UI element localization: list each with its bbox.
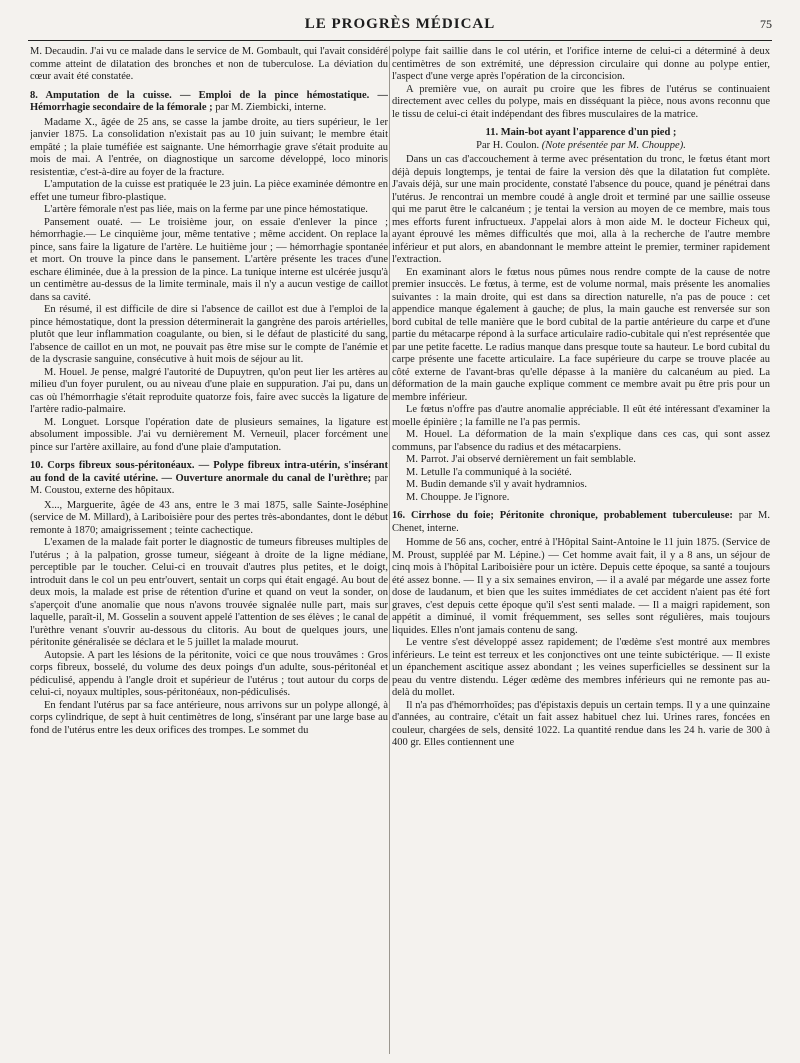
left-column <box>30 46 388 1054</box>
paragraph: M. Budin demande s'il y avait hydramnios. <box>406 479 587 490</box>
paragraph: L'examen de la malade fait porter le diagnostic de tumeurs fibreuses multiples de l'utérus ; à la palpation, grosse tumeur, siégeant à droite de la ligne médiane, perceptible par le toucher. Celui-ci en trouvait d'autres plus petites, et le doigt, introduit dans le col un peu entr'ouvert, sentait un corps qui était engagé. Au bout de deux mois, la malade est prise de rétention d'urine et quand on veut la sonder, on s'aperçoit d'une anomalie que nous n'avons trouvée signalée nulle part, mais sur laquelle, paraît-il, M. Gosselin a souvent appelé l'attention de ses élèves ; le canal de l'urèthre venant s'ouvrir au-dessous du clitoris. Au bout de quelques jours, une péritonite généralisée se déclara et le 5 juillet la malade mourut. <box>30 537 388 648</box>
paragraph: Il n'a pas d'hémorrhoïdes; pas d'épistaxis depuis un certain temps. Il y a une quinzaine d'années, au contraire, c'était un fait assez habituel chez lui. Urines rares, foncées en couleur, chargées de sels, densité 1022. La quantité rendue dans les 24 h. varie de 300 à 400 gr. Elles contiennent une <box>392 699 770 748</box>
paragraph: L'amputation de la cuisse est pratiquée le 23 juin. La pièce examinée démontre en effet une tumeur fibro-plastique. <box>30 179 388 203</box>
section-8-heading <box>30 90 388 115</box>
paragraph: A première vue, on aurait pu croire que les fibres de l'utérus se continuaient directement avec celles du polype, mais en disséquant la pièce, nous avons reconnu que le tissu de celui-ci était indépendant des fibres musculaires de la matrice. <box>392 83 770 120</box>
paragraph: Madame X., âgée de 25 ans, se casse la jambe droite, au tiers supérieur, le 1er janvier 1875. La consolidation n'existait pas au 10 juin suivant; le membre était empâté ; la plaie tuméfiée est saignante. Une hémorrhagie grave s'était produite au mois de mai. A l'entrée, on diagnostique un sarcome développé, loco minoris resistentiæ, c'est-à-dire au foyer de la fracture. <box>30 116 388 178</box>
section-author: Par H. Coulon. <box>476 139 540 151</box>
section-note: (Note présentée par M. Chouppe). <box>541 139 686 151</box>
section-title: 8. Amputation de la cuisse. — Emploi de la pince hémostatique. — Hémorrhagie secondaire de la fémorale ; <box>30 89 388 113</box>
paragraph: M. Letulle l'a communiqué à la société. <box>406 466 572 478</box>
section-title: 16. Cirrhose du foie; Péritonite chronique, probablement tuberculeuse: <box>392 510 733 521</box>
paragraph: M. Chouppe. Je l'ignore. <box>406 491 510 503</box>
section-author: par M. Coustou, externe des hôpitaux. <box>30 472 388 496</box>
paragraph: En fendant l'utérus par sa face antérieure, nous arrivons sur un polype allongé, à corps cylindrique, de sept à huit centimètres de long, s'insérant par une large base au fond de l'utérus entre les deux orifices des trompes. Le sommet du <box>30 699 388 736</box>
paragraph: Dans un cas d'accouchement à terme avec présentation du tronc, le fœtus étant mort déjà depuis longtemps, je tentai de faire la version dès que la dilatation fut complète. J'avais déjà, sur une main procidente, constaté l'absence du pouce, quand je pénétrai dans l'utérus. Je rencontrai un membre coudé à angle droit et terminé par une saillie osseuse qui me parut être le calcanéum ; je tentai la version au moyen de ce membre, mais tous mes efforts furent infructueux. J'appelai alors à mon aide M. le docteur Ficheux qui, ayant éprouvé les mêmes difficultés que moi, alla à la recherche de l'autre membre inférieur et put alors, en abandonnant le membre atteint le premier, terminer rapidement l'extraction. <box>392 154 770 265</box>
section-10-heading <box>30 460 388 498</box>
journal-title: LE PROGRÈS MÉDICAL <box>304 16 496 32</box>
paragraph: Homme de 56 ans, cocher, entré à l'Hôpital Saint-Antoine le 11 juin 1875. (Service de M. Proust, suppléé par M. Lépine.) — Cet homme avait fait, il y a 8 ans, un séjour de cinq mois à l'hôpital Lariboisière pour un ictère. Depuis cette époque, sa santé a toujours été assez bonne. — Il y a six semaines environ, — il a avalé par mégarde une assez forte dose de laudanum, et bien que les suites immédiates de cet accident n'aient pas été fort graves, c'est depuis cette époque qu'il s'est senti malade. — Il a maigri rapidement, son appétit a diminué, il vomit fréquemment, ses selles sont régulières, mais toujours liquides. Elles n'ont jamais contenu de sang. <box>392 537 770 636</box>
paragraph: polype fait saillie dans le col utérin, et l'orifice interne de celui-ci a déterminé à deux centimètres de son extrémité, une dépression circulaire qui donne au polype entier, l'aspect d'une verge après l'opération de la circoncision. <box>392 46 770 82</box>
paragraph: Autopsie. A part les lésions de la péritonite, voici ce que nous trouvâmes : Gros corps fibreux, bosselé, du volume des deux poings d'un adulte, sous-péritonéal et pédiculisé, appendu à l'angle droit et supérieur de l'utérus ; tout autour du corps de celui-ci, noyaux multiples, sous-péritonéaux, non-pédiculisés. <box>30 649 388 698</box>
section-16-heading <box>392 510 770 535</box>
paragraph: M. Houel. La déformation de la main s'explique dans ces cas, qui sont assez communs, par l'absence du radius et des métacarpiens. <box>392 429 770 453</box>
section-title: 10. Corps fibreux sous-péritonéaux. — Polype fibreux intra-utérin, s'insérant au fond de la cavité utérine. — Ouverture anormale du canal de l'urèthre; <box>30 460 388 484</box>
section-title: 11. Main-bot ayant l'apparence d'un pied ; <box>485 127 677 138</box>
section-author: par M. Chenet, interne. <box>392 510 770 534</box>
section-author: par M. Ziembicki, interne. <box>215 102 327 113</box>
paragraph: Le fœtus n'offre pas d'autre anomalie appréciable. Il eût été intéressant d'examiner la moelle épinière ; la famille ne l'a pas permis. <box>392 404 770 428</box>
page-number: 75 <box>760 17 772 31</box>
paragraph: Pansement ouaté. — Le troisième jour, on essaie d'enlever la pince ; hémorrhagie.— Le cinquième jour, même tentative ; même accident. On replace la pince, sans faire la ligature de l'artère. Le huitième jour ; — hémorrhagie spontanée et mort. On trouve la pince dans le pansement. L'artère présente les traces d'une eschare éliminée, due à la pression de la pince. La tunique interne est ulcérée jusqu'à un centimètre au-dessus de la limite terminale, mais il n'y a aucun vestige de caillot dans sa cavité. <box>30 216 388 303</box>
paragraph: M. Houel. Je pense, malgré l'autorité de Dupuytren, qu'on peut lier les artères au milieu d'un foyer purulent, ou au niveau d'une plaie en suppuration. J'ai pu, dans un cas où l'hémorrhagie s'était reproduite quatorze fois, faire avec succès la ligature de l'artère radio-palmaire. <box>30 366 388 415</box>
paragraph: X..., Marguerite, âgée de 43 ans, entre le 3 mai 1875, salle Sainte-Joséphine (service de M. Millard), à Lariboisière pour des pertes très-abondantes, dont le début remonte à 1870; amaigrissement ; teinte cachectique. <box>30 499 388 536</box>
paragraph: M. Parrot. J'ai observé dernièrement un fait semblable. <box>406 454 636 465</box>
section-11-heading <box>392 127 770 152</box>
paragraph: En résumé, il est difficile de dire si l'absence de caillot est due à l'emploi de la pince hémostatique, dont la pression déterminerait la gangrène des parois artérielles, plutôt que leur inflammation coagulante, ou bien, si le défaut de plasticité du sang, l'absence de caillot en un mot, ne pouvait pas être mise sur le compte de l'anémie et de la dyscrasie sanguine, consécutive à huit mois de séjour au lit. <box>30 304 388 365</box>
column-divider <box>389 46 390 1054</box>
paragraph: M. Decaudin. J'ai vu ce malade dans le service de M. Gombault, qui l'avait considéré comme atteint de dilatation des bronches et non de tuberculose. La déviation du cœur avait été constatée. <box>30 46 388 82</box>
paragraph: En examinant alors le fœtus nous pûmes nous rendre compte de la cause de notre premier insuccès. Le fœtus, à terme, est de volume normal, mais présente les anomalies suivantes : la main droite, qui est dans sa direction naturelle, n'a pas de pouce : cet appendice manque également à gauche; de plus, la main gauche est renversée sur son bord cubital de telle manière que le bord cubital de la partie antérieure du carpe et d'une partie du métacarpe répond à la surface articulaire radio-cubitale qui n'est représentée que par une petite facette. Le radius manque dans presque toute sa hauteur. Le bord cubital du carpe présente une facette articulaire. La face supérieure du carpe se trouve placée au côté externe de l'avant-bras qu'elle dépasse à la manière du calcanéum au pied. La déformation de la main gauche explique comment ce membre avait pu être pris pour un membre inférieur. <box>392 266 770 403</box>
paragraph: L'artère fémorale n'est pas liée, mais on la ferme par une pince hémostatique. <box>44 204 368 215</box>
running-header <box>28 14 772 41</box>
paragraph: Le ventre s'est développé assez rapidement; de l'œdème s'est montré aux membres inférieurs. Le teint est terreux et les conjonctives ont une teinte subictérique. — Il existe un épanchement ascitique assez abondant ; les veines superficielles se dessinent sur la peau du ventre distendu. Léger œdème des membres inférieurs qui ne remonte pas au-delà du mollet. <box>392 637 770 698</box>
right-column <box>392 46 770 1054</box>
paragraph: M. Longuet. Lorsque l'opération date de plusieurs semaines, la ligature est absolument impossible. J'ai vu dernièrement M. Verneuil, placer forcément une pince sur l'artère axillaire, au fond d'une plaie d'amputation. <box>30 416 388 453</box>
